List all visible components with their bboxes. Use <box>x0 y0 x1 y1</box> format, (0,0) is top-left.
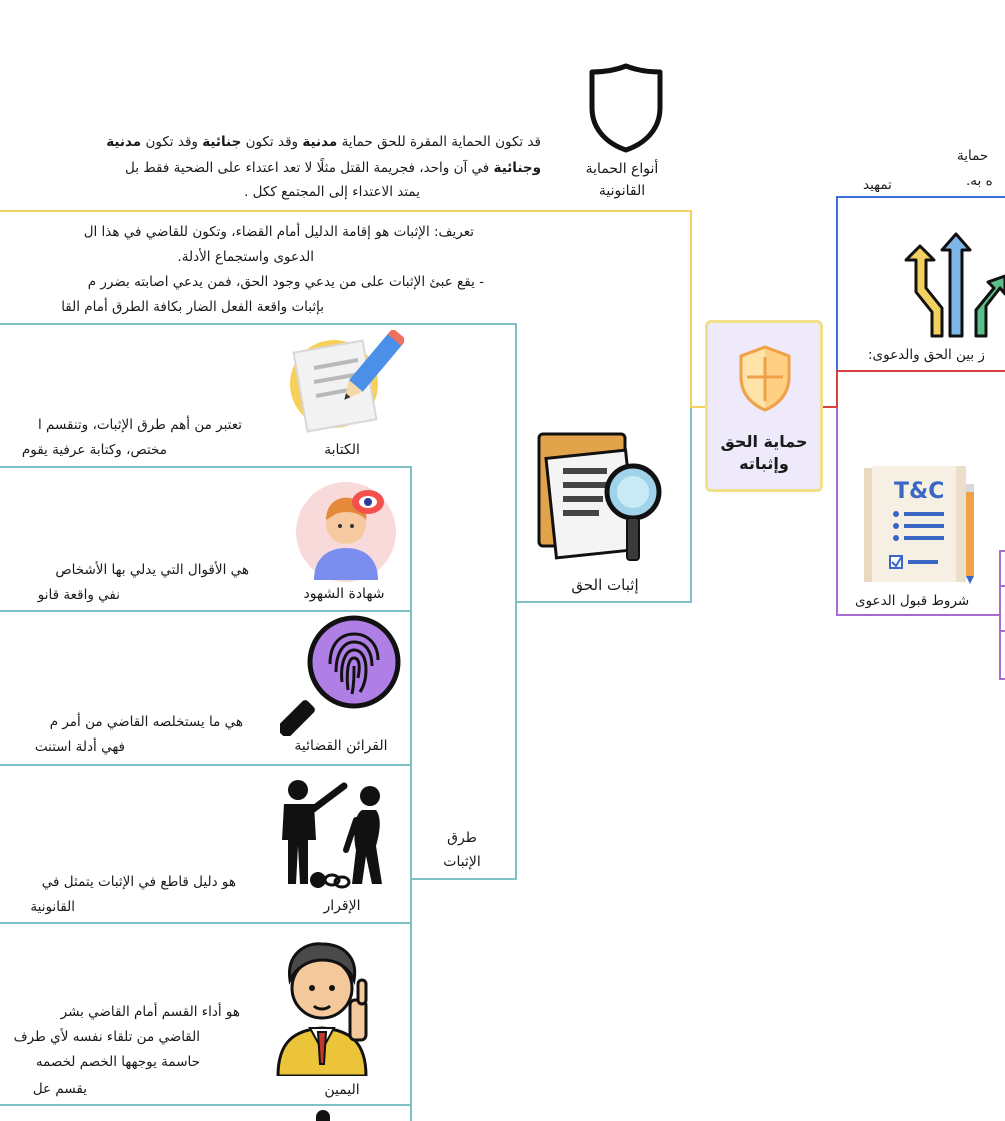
protection-desc-line3: يمتد الاعتداء إلى المجتمع ككل . <box>244 184 420 200</box>
method-desc-confession-1: هو دليل قاطع في الإثبات يتمثل في <box>41 874 236 890</box>
fingerprint-magnifier-icon <box>280 612 402 736</box>
definition-line2: الدعوى واستجماع الأدلة. <box>177 249 314 265</box>
connector-red-h <box>836 370 1005 372</box>
purple-box-bottom <box>999 678 1005 680</box>
next-method-icon-partial <box>316 1110 330 1121</box>
center-node[interactable] <box>705 320 823 492</box>
method-desc-writing-1: تعتبر من أهم طرق الإثبات، وتنقسم ا <box>37 417 242 433</box>
connector-teal <box>690 408 692 603</box>
method-desc-writing-2: مختص، وكتابة عرفية يقوم <box>21 442 167 458</box>
method-name-oath: اليمين <box>324 1082 360 1098</box>
method-desc-oath-1: هو أداء القسم أمام القاضي بشر <box>60 1004 240 1020</box>
method-desc-oath-4: يقسم عل <box>32 1081 87 1097</box>
center-title: حماية الحق وإثباته <box>720 432 808 473</box>
divider-3 <box>0 764 412 766</box>
confession-icon <box>272 776 402 896</box>
connector-purple <box>836 408 838 616</box>
connector-yellow-h <box>0 210 692 212</box>
connector-teal-v <box>515 323 517 880</box>
purple-box-mid1 <box>999 585 1005 587</box>
purple-box-top <box>999 550 1005 552</box>
method-desc-presumptions-2: فهي أدلة استنت <box>34 739 125 755</box>
connector-methods-v <box>410 466 412 1121</box>
shield-outline-icon <box>586 62 666 154</box>
definition-line1: تعريف: الإثبات هو إقامة الدليل أمام القضاء، وتكون للقاضي في هذا ال <box>83 224 474 240</box>
witness-eye-icon <box>290 476 402 586</box>
terms-conditions-icon <box>858 462 984 586</box>
connector-teal-top <box>0 323 517 325</box>
method-desc-witnesses-1: هي الأقوال التي يدلي بها الأشخاص <box>55 562 249 578</box>
tc-text: T&C <box>894 479 945 504</box>
definition-line4: بإثبات واقعة الفعل الضار بكافة الطرق أمام القا <box>61 299 324 315</box>
divider-1 <box>0 466 412 468</box>
conditions-label: شروط قبول الدعوى <box>855 593 970 609</box>
connector-teal-bottom <box>411 878 517 880</box>
method-name-confession: الإقرار <box>323 898 361 914</box>
distinguish-label: ز بين الحق والدعوى: <box>868 347 985 363</box>
method-desc-witnesses-2: نفي واقعة قانو <box>37 587 120 603</box>
divider-4 <box>0 922 412 924</box>
purple-box-edge <box>999 550 1001 680</box>
methods-label: طرق الإثبات <box>443 830 481 870</box>
connector-red-v <box>836 370 838 408</box>
proof-label: إثبات الحق <box>571 576 639 594</box>
method-desc-oath-3: حاسمة يوجهها الخصم لخصمه <box>35 1054 200 1070</box>
intro-label: تمهيد <box>863 177 892 193</box>
protection-desc-line2: وجنائية في آن واحد، فجريمة القتل مثلًا لا تعد اعتداء على الضحية فقط بل <box>124 160 541 176</box>
definition-line3: - يقع عبئ الإثبات على من يدعي وجود الحق، فمن يدعي اصابته بضرر م <box>87 274 484 290</box>
connector-purple-h <box>836 614 1001 616</box>
shield-plus-icon <box>735 343 795 413</box>
protection-label: أنواع الحماية القانونية <box>585 161 659 199</box>
method-name-witnesses: شهادة الشهود <box>303 586 385 602</box>
purple-box-mid2 <box>999 630 1005 632</box>
paper-pencil-icon <box>288 330 404 436</box>
intro-line1: حماية <box>957 148 989 164</box>
method-name-presumptions: القرائن القضائية <box>294 738 388 754</box>
protection-desc-line1: قد تكون الحماية المقرة للحق حماية مدنية وقد تكون جنائية وقد تكون مدنية <box>106 134 541 150</box>
intro-line2: ه به. <box>966 173 993 189</box>
connector-yellow <box>690 210 692 408</box>
divider-5 <box>0 1104 412 1106</box>
oath-man-icon <box>270 930 382 1076</box>
documents-magnifier-icon <box>533 428 673 568</box>
method-desc-presumptions-1: هي ما يستخلصه القاضي من أمر م <box>49 714 243 730</box>
method-name-writing: الكتابة <box>324 442 360 458</box>
method-desc-confession-2: القانونية <box>30 899 75 915</box>
method-desc-oath-2: القاضي من تلقاء نفسه لأي طرف <box>13 1029 200 1045</box>
arrows-up-icon <box>898 228 1005 340</box>
connector-blue-h <box>836 196 1005 198</box>
connector-teal-h <box>516 601 692 603</box>
